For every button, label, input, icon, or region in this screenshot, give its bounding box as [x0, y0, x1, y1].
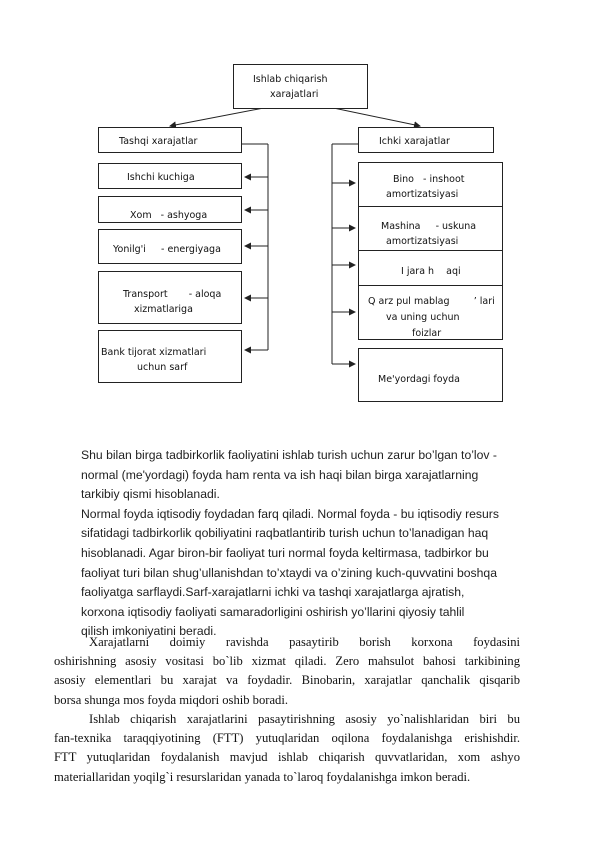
right-item-box [358, 250, 503, 286]
root-label-line2: xarajatlari [270, 89, 319, 100]
left-item-box [98, 271, 242, 324]
text-line: tarkibiy qismi hisoblanadi. [81, 487, 220, 502]
right-item-label: Q arz pul mablag ’ lari [368, 296, 495, 307]
right-item-box [358, 348, 503, 402]
right-item-label: va uning uchun [386, 312, 460, 323]
text-line: korxona iqtisodiy faoliyati samaradorligini oshirish yo’llarini qiyosiy tahlil [81, 604, 465, 619]
right-item-label: I jara h aqi [401, 266, 461, 277]
text-line: Ishlab chiqarish xarajatlarini pasaytirishning asosiy yo`nalishlaridan biri bu [89, 712, 520, 726]
body-paragraph-1 [54, 633, 520, 710]
right-item-label: Mashina - uskuna [381, 221, 477, 232]
right-item-box [358, 162, 503, 207]
left-item-label: xizmatlariga [134, 304, 193, 315]
text-line: sifatidagi tadbirkorlik qobiliyatini raqbatlantirib turish uchun to’lanadigan haq [81, 526, 489, 541]
left-item-label: Yonilg'i - energiyaga [113, 244, 221, 255]
text-line: Xarajatlarni doimiy ravishda pasaytirib borish korxona foydasini [89, 635, 520, 649]
left-item-label: Ishchi kuchiga [127, 172, 195, 183]
text-line: qilish imkoniyatini beradi. [81, 624, 217, 639]
left-item-label: Transport - aloqa [123, 289, 222, 300]
text-line: faoliyat turi bilan shug’ullanishdan to’xtaydi va o’zining kuch-quvvatini boshqa [81, 565, 497, 580]
text-line: materiallaridan yoqilg`i resurslaridan yanada to`laroq foydalanishga imkon beradi. [54, 769, 471, 784]
right-item-label: amortizatsiyasi [386, 189, 459, 200]
text-line: normal (me'yordagi) foyda ham renta va ish haqi bilan birga xarajatlarning [81, 467, 479, 482]
right-head-label: Ichki xarajatlar [379, 136, 450, 147]
left-item-box [98, 229, 242, 264]
right-item-label: Me'yordagi foyda [378, 374, 460, 385]
left-item-box [98, 330, 242, 383]
left-head-label: Tashqi xarajatlar [119, 136, 198, 147]
text-line: Shu bilan birga tadbirkorlik faoliyatini ishlab turish uchun zarur bo’lgan to’lov - [81, 448, 497, 462]
text-line: FTT yutuqlaridan foydalanish mavjud ishlab chiqarish quvvatlaridan, xom ashyo [54, 750, 520, 765]
left-item-box [98, 196, 242, 223]
left-item-label: uchun sarf [137, 362, 188, 373]
text-line: asosiy elementlari bu xarajat va foydadir. Binobarin, xarajatlar qanchalik qisqarib [54, 673, 520, 688]
left-item-label: Xom - ashyoga [130, 210, 208, 221]
intro-text-block [81, 446, 499, 642]
text-line: Normal foyda iqtisodiy foydadan farq qiladi. Normal foyda - bu iqtisodiy resurs [81, 506, 499, 521]
text-line: borsa shunga mos foyda miqdori oshib boradi. [54, 692, 289, 707]
right-item-box [358, 285, 503, 340]
right-head-box [358, 127, 494, 153]
right-item-label: Bino - inshoot [393, 174, 465, 185]
left-item-label: Bank tijorat xizmatlari [101, 347, 207, 358]
text-line: faoliyatga sarflaydi.Sarf-xarajatlarni ichki va tashqi xarajatlarga ajratish, [81, 585, 465, 600]
left-head-box [98, 127, 242, 153]
text-line: fan-texnika taraqqiyotining (FTT) yutuqlaridan oqilona foydalanishga erishishdir. [54, 731, 520, 746]
left-item-box [98, 163, 242, 189]
body-paragraph-2 [54, 710, 520, 787]
right-item-label: amortizatsiyasi [386, 236, 459, 247]
root-box [233, 64, 368, 109]
right-item-label: foizlar [412, 328, 442, 339]
text-line: oshirishning asosiy vositasi bo`lib xizmat qiladi. Zero mahsulot bahosi tarkibining [54, 654, 520, 669]
root-label-line1: Ishlab chiqarish [253, 74, 328, 85]
right-item-box [358, 206, 503, 251]
text-line: hisoblanadi. Agar biron-bir faoliyat turi normal foyda keltirmasa, tadbirkor bu [81, 545, 489, 560]
